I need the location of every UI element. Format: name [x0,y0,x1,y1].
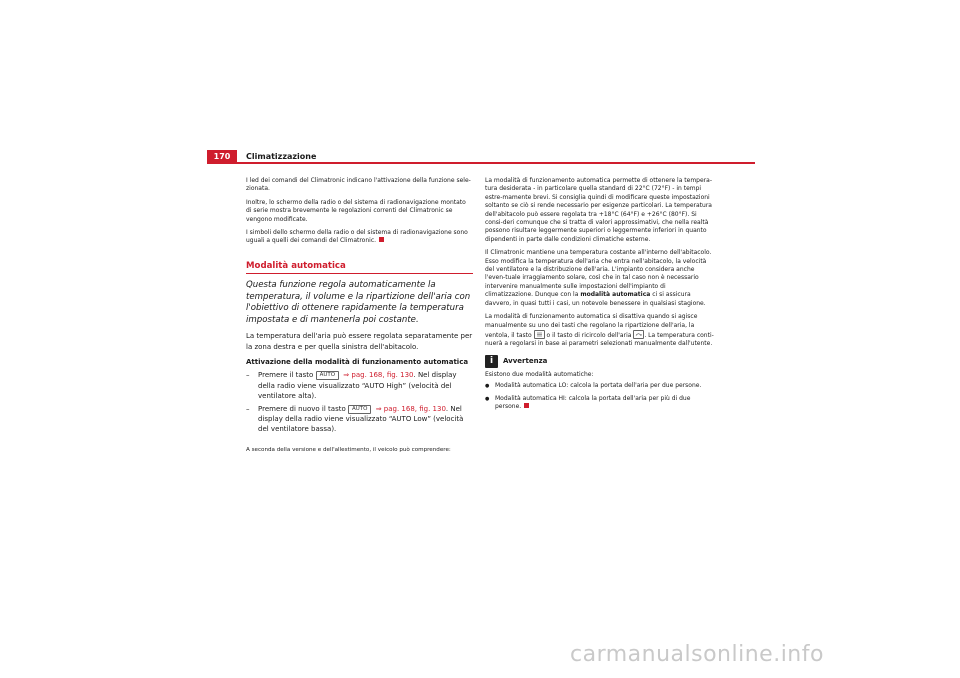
step-text: Premere il tasto [258,371,314,380]
left-column [246,177,473,459]
paragraph-led: I led dei comandi del Climatronic indicano l'attivazione della funzione sele-zionata. [246,177,471,193]
footnote: A seconda della versione e dell'allestimento, il veicolo può comprendere: [246,446,451,453]
info-icon: i [485,355,498,368]
chapter-title: Climatizzazione [246,152,317,161]
paragraph-radio-display: Inoltre, lo schermo della radio o del sistema di radionavigazione montato di serie mostra brevemente le regolazioni correnti del Climatronic se vengono modificate. [246,198,466,223]
paragraph-symbols [246,229,473,246]
section-title: Modalità automatica [246,260,346,271]
end-marker [524,403,529,408]
bullet-item-text: Modalità automatica HI: calcola la portata dell'aria per più di due persone. [495,394,691,410]
emphasis-auto-mode: modalità automatica [580,291,651,299]
paragraph-symbols-text: I simboli dello schermo della radio o del sistema di radionavigazione sono uguali a quelli dei comandi del Climatronic. [246,229,468,245]
paragraph-climatronic-text: Il Climatronic mantiene una temperatura costante all'interno dell'abitacolo. Esso modifica la temperatura dell'aria che entra nell'abitacolo, la velocità del ventilatore e la distribuzione dell'aria. L'impianto considera anche l'even-tuale irraggiamento solare, così che in tal caso non è necessario intervenire manualmente sulle impostazioni dell'impianto di climatizzazione. Dunque con la [485,249,712,299]
page-number: 170 [207,150,237,164]
note-bullets [485,382,715,411]
paragraph-climatronic [485,249,715,308]
page-reference-link[interactable]: ⇒ pag. 168, fig. 130 [343,371,414,380]
body-text: La temperatura dell'aria può essere regolata separatamente per la zona destra e per quella sinistra dell'abitacolo. [246,332,473,351]
bullet-item: ● Modalità automatica LO: calcola la portata dell'aria per due persone. [485,382,715,390]
paragraph-auto-mode: La modalità di funzionamento automatica permette di ottenere la tempera-tura desiderata - in particolare quella standard di 22°C (72°F) - in tempi estre-mamente brevi. Si consiglia quindi di modificare queste impostazioni soltanto se ciò si rende necessario per esigenze particolari. La temperatura dell'abitacolo può essere regolata tra +18°C (64°F) e +26°C (80°F). Si consi-deri comunque che si tratta di valori approssimativi, che nella realtà possono risultare leggermente superiori o leggermente inferiori in quanto dipendenti in parte dalle condizioni climatiche esterne. [485,177,712,243]
paragraph-deactivation-text: La modalità di funzionamento automatica si disattiva quando si agisce manualmente su uno dei tasti che regolano la ripartizione dell'aria, la ventola, il tasto [485,313,698,339]
note-title: Avvertenza [503,357,548,366]
step-item [246,370,473,401]
step-item [246,404,473,435]
page-reference-link[interactable]: ⇒ pag. 168, fig. 130 [375,404,446,413]
recirculation-key-icon [633,330,644,339]
ac-key-icon [534,330,545,339]
step-text: Premere di nuovo il tasto [258,404,346,413]
lead-text: Questa funzione regola automaticamente la temperatura, il volume e la ripartizione dell'aria con l'obiettivo di ottenere rapidamente la temperatura impostata e di mantenerla poi costante. [246,280,471,325]
paragraph-deactivation-mid: o il tasto di ricircolo dell'aria [546,331,632,339]
paragraph-deactivation-end: . La temperatura conti-nuerà a regolarsi in base ai parametri selezionati manualmente dall'utente. [485,331,714,348]
subhead-activation: Attivazione della modalità di funzionamento automatica [246,358,469,367]
step-dash: – [246,371,250,380]
watermark: carmanualsonline.info [570,642,824,667]
note-intro: Esistono due modalità automatiche: [485,370,594,378]
section-rule [246,273,473,275]
end-marker [379,237,384,242]
steps-list [246,370,473,434]
step-text-end: . Nel display della radio viene visualizzato “AUTO Low” (velocità del ventilatore bassa). [258,404,464,434]
step-dash: – [246,404,250,413]
bullet-item [485,395,715,412]
note-header [485,355,715,368]
header-rule [207,162,755,164]
auto-key: AUTO [316,371,339,380]
paragraph-deactivation [485,313,715,349]
right-column [485,177,715,416]
step-text-end: . Nel display della radio viene visualizzato “AUTO High” (velocità del ventilatore alta). [258,371,457,400]
paragraph-climatronic-end: ci si assicura davvero, in quasi tutti i casi, un notevole benessere in qualsiasi stagione. [485,291,706,307]
auto-key: AUTO [348,405,371,414]
